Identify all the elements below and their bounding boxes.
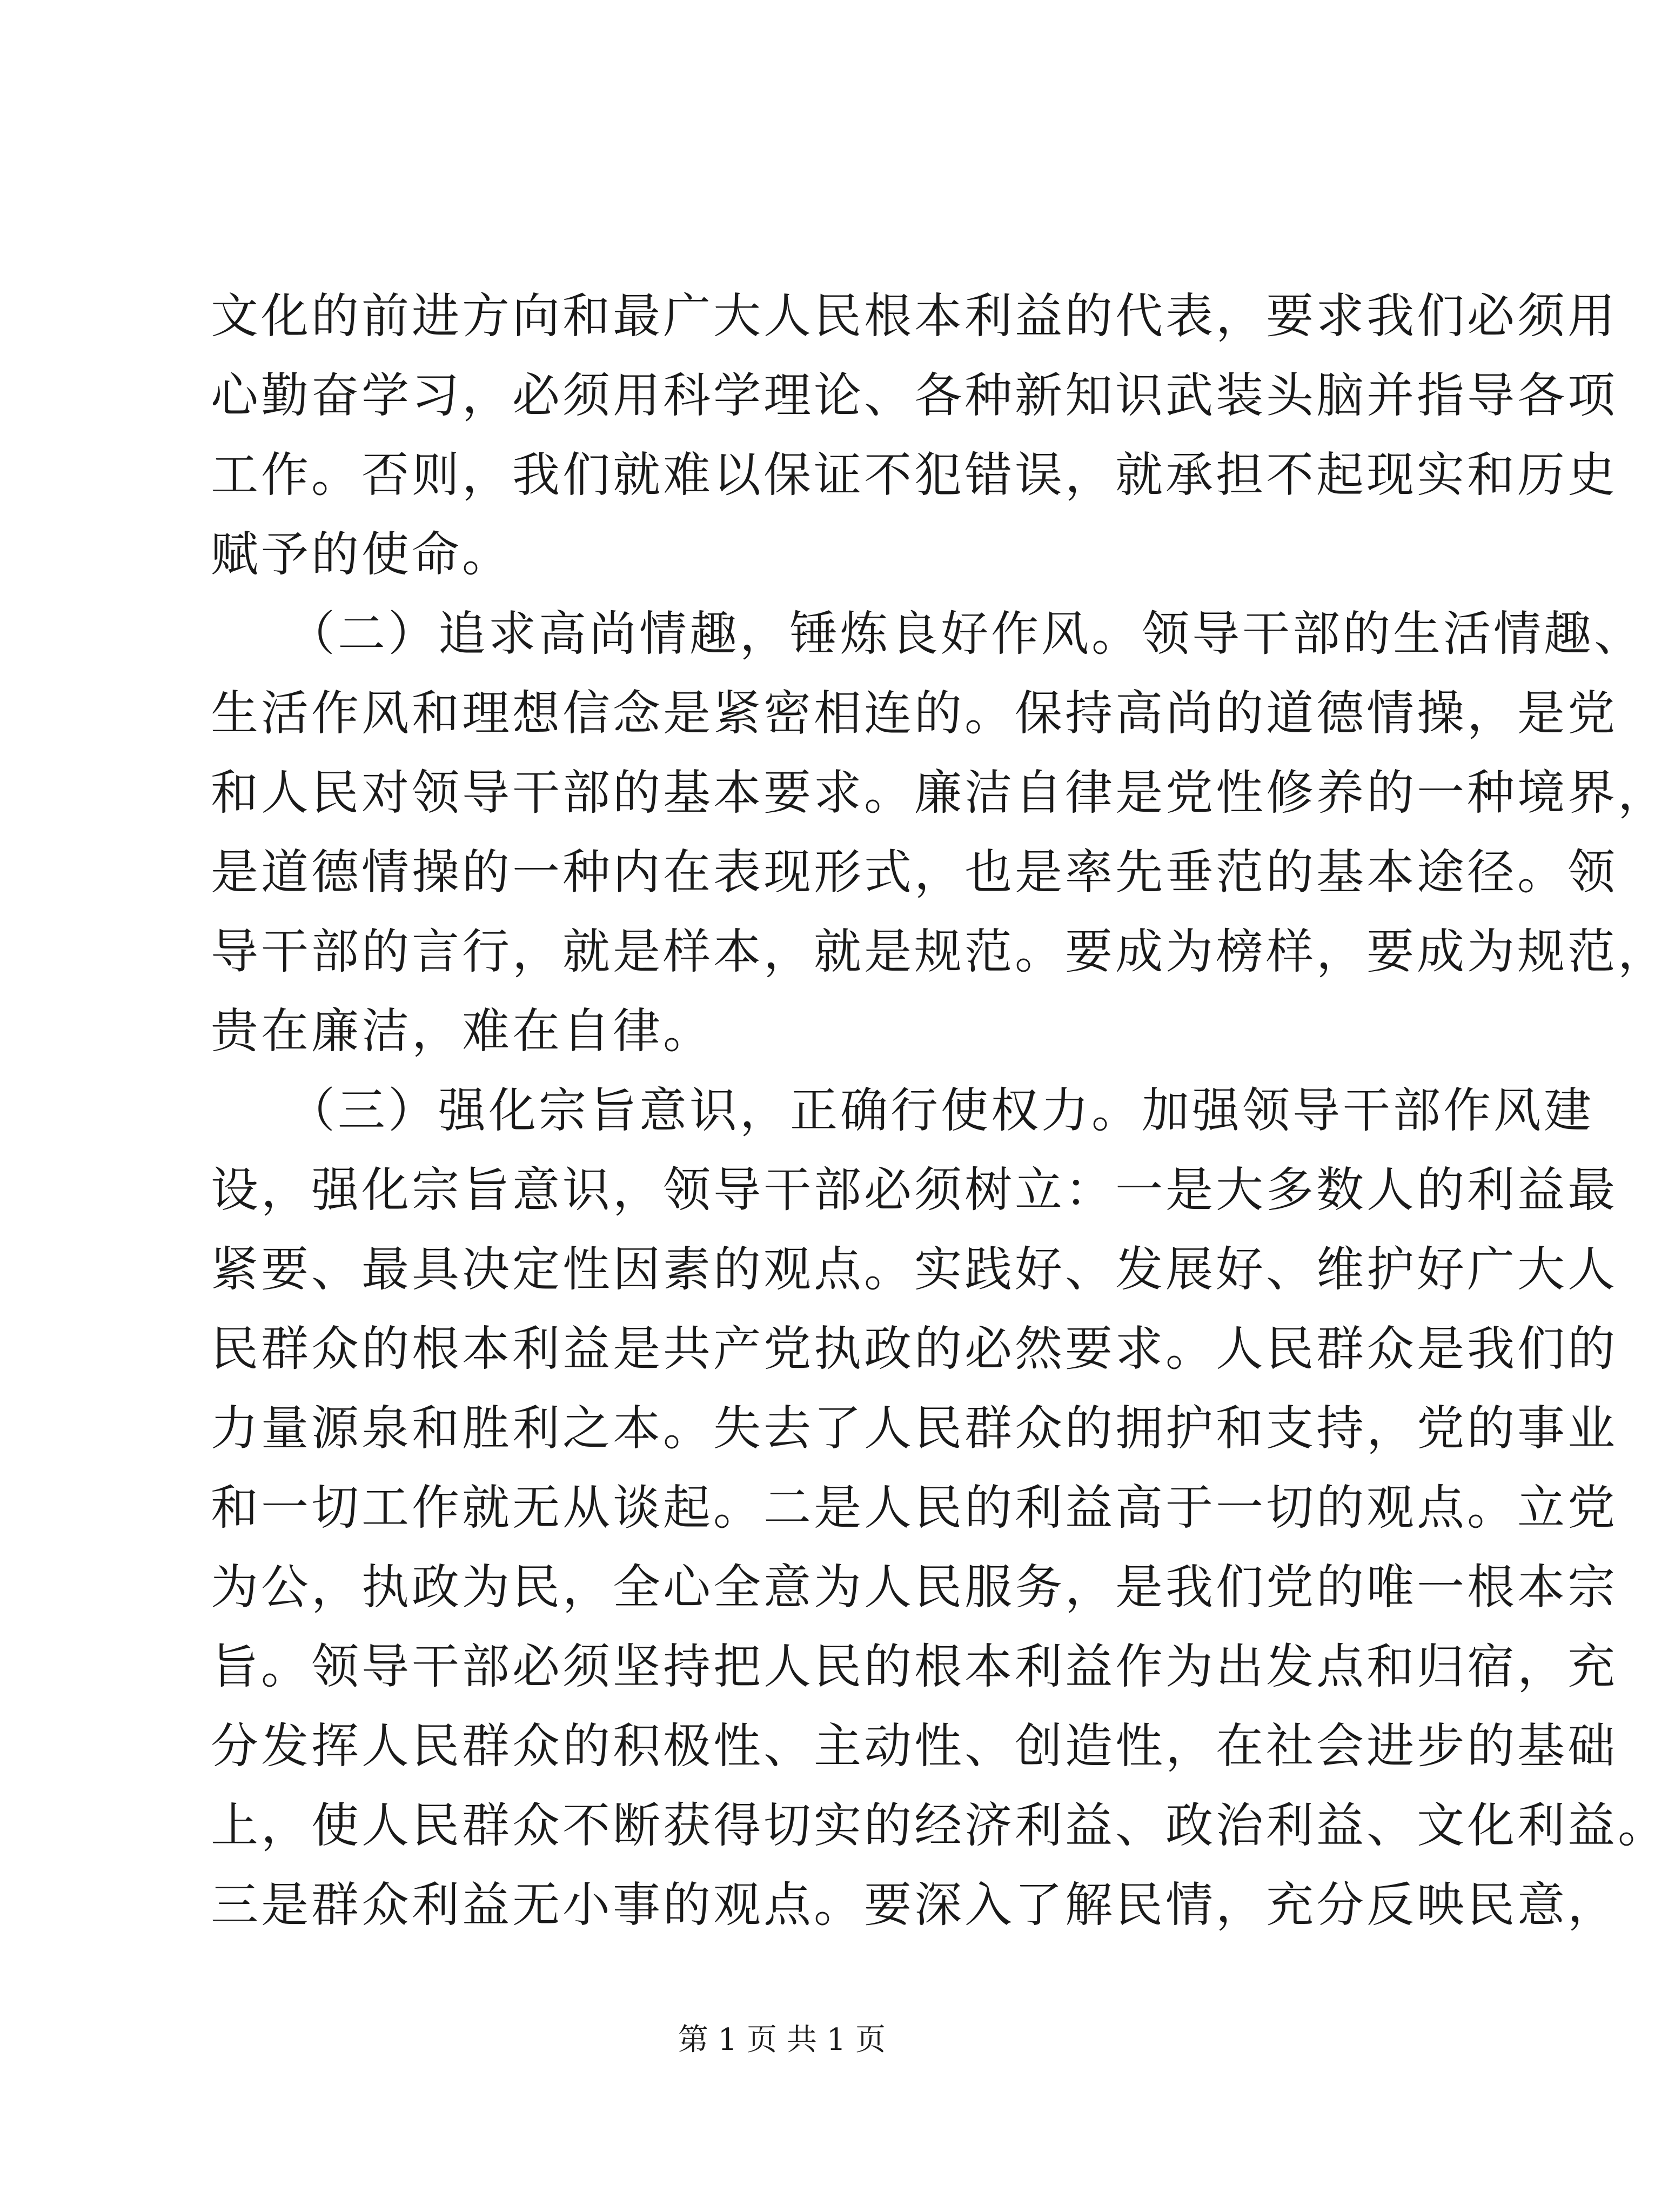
body-line: 赋予的使命。 bbox=[211, 526, 513, 582]
body-line: 和人民对领导干部的基本要求。廉洁自律是党性修养的一种境界， bbox=[211, 765, 1668, 820]
page-number-footer: 第 1 页 共 1 页 bbox=[678, 2022, 886, 2057]
body-line: 旨。领导干部必须坚持把人民的根本利益作为出发点和归宿，充 bbox=[211, 1639, 1618, 1694]
body-line: 力量源泉和胜利之本。失去了人民群众的拥护和支持，党的事业 bbox=[211, 1400, 1618, 1456]
section-heading-line: （三）强化宗旨意识，正确行使权力。加强领导干部作风建 bbox=[211, 1082, 1595, 1138]
body-line: 是道德情操的一种内在表现形式，也是率先垂范的基本途径。领 bbox=[211, 844, 1618, 900]
body-line: 文化的前进方向和最广大人民根本利益的代表，要求我们必须用 bbox=[211, 288, 1618, 344]
body-line: 心勤奋学习，必须用科学理论、各种新知识武装头脑并指导各项 bbox=[211, 367, 1618, 423]
body-line: 为公，执政为民，全心全意为人民服务，是我们党的唯一根本宗 bbox=[211, 1559, 1618, 1615]
section-heading-line: （二）追求高尚情趣，锤炼良好作风。领导干部的生活情趣、 bbox=[211, 606, 1645, 661]
body-line: 民群众的根本利益是共产党执政的必然要求。人民群众是我们的 bbox=[211, 1321, 1618, 1376]
body-line: 生活作风和理想信念是紧密相连的。保持高尚的道德情操，是党 bbox=[211, 685, 1618, 741]
body-line: 和一切工作就无从谈起。二是人民的利益高于一切的观点。立党 bbox=[211, 1480, 1618, 1535]
body-line: 贵在廉洁，难在自律。 bbox=[211, 1003, 714, 1059]
body-line: 工作。否则，我们就难以保证不犯错误，就承担不起现实和历史 bbox=[211, 447, 1618, 503]
body-line: 分发挥人民群众的积极性、主动性、创造性，在社会进步的基础 bbox=[211, 1718, 1618, 1774]
body-line: 设，强化宗旨意识，领导干部必须树立：一是大多数人的利益最 bbox=[211, 1162, 1618, 1218]
body-line: 三是群众利益无小事的观点。要深入了解民情，充分反映民意， bbox=[211, 1877, 1618, 1933]
body-line: 导干部的言行，就是样本，就是规范。要成为榜样，要成为规范， bbox=[211, 924, 1668, 979]
body-line: 紧要、最具决定性因素的观点。实践好、发展好、维护好广大人 bbox=[211, 1241, 1618, 1297]
body-line: 上，使人民群众不断获得切实的经济利益、政治利益、文化利益。 bbox=[211, 1797, 1668, 1853]
